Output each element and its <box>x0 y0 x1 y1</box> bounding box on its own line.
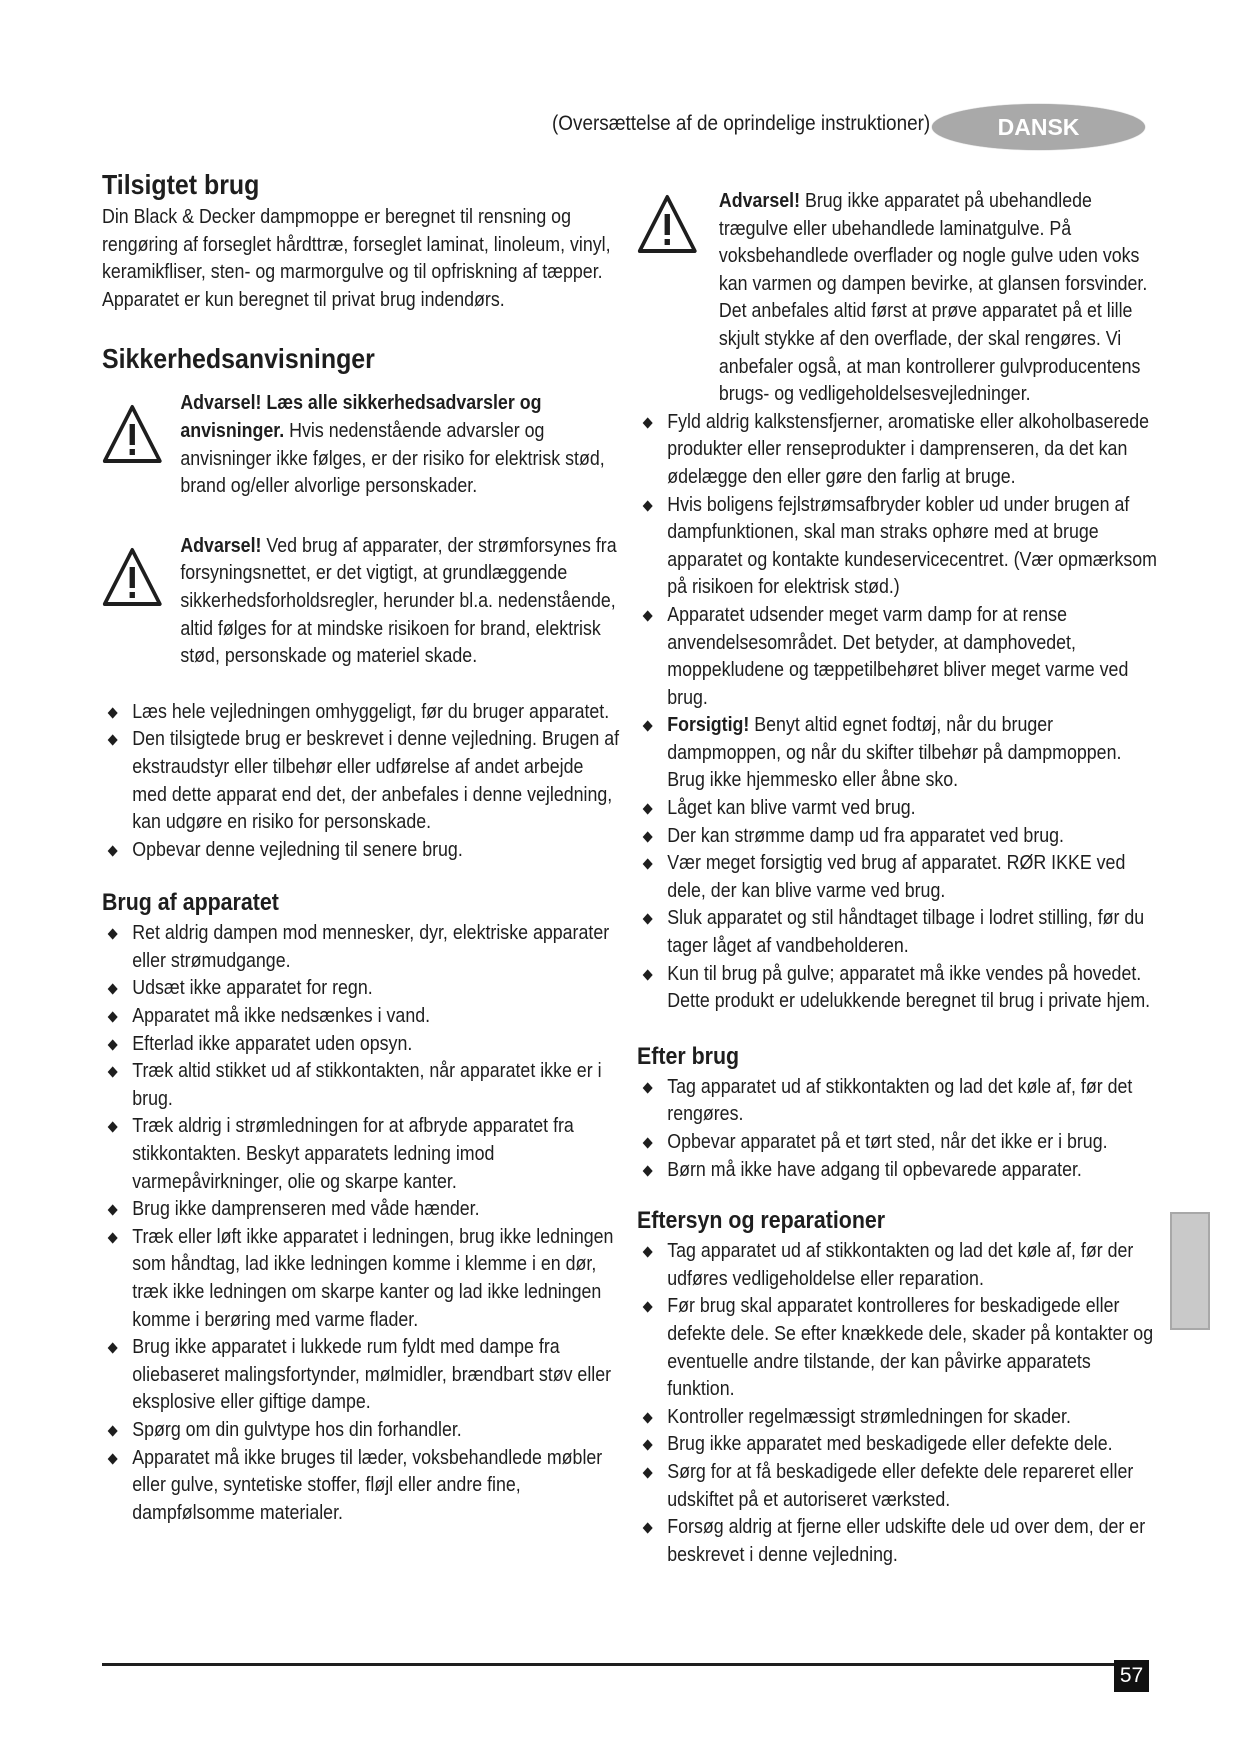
list-item: Opbevar denne vejledning til senere brug. <box>102 837 623 865</box>
warning-triangle-icon <box>102 404 163 464</box>
list-item: Hvis boligens fejlstrømsafbryder kobler ud under brugen af dampfunktionen, skal man straks ophøre med at bruge apparatet og kontakte kundeservicecentret. (Vær opmærksom på risikoen for elektrisk stød.) <box>637 492 1158 602</box>
list-item: Apparatet må ikke nedsænkes i vand. <box>102 1003 623 1031</box>
list-item: Opbevar apparatet på et tørt sted, når det ikke er i brug. <box>637 1129 1158 1157</box>
language-side-tab <box>1170 1212 1210 1330</box>
warning-2-body: Ved brug af apparater, der strømforsynes fra forsyningsnettet, er det vigtigt, at grundlæggende sikkerhedsforholdsregler, herunder bl.a. nedenstående, altid følges for at mindske risikoen for brand, elektrisk stød, personskade og materiel skade. <box>180 534 617 668</box>
list-item: Udsæt ikke apparatet for regn. <box>102 975 623 1003</box>
list-item: Fyld aldrig kalkstensfjerner, aromatiske eller alkoholbaserede produkter eller renseprodukter i damprenseren, da det kan ødelægge den eller gøre den farlig at bruge. <box>637 409 1158 492</box>
caution-bold: Forsigtig! <box>667 714 750 737</box>
list-item: Læs hele vejledningen omhyggeligt, før du bruger apparatet. <box>102 699 623 727</box>
list-item: Apparatet udsender meget varm damp for at rense anvendelsesområdet. Det betyder, at damphovedet, moppekludene og tæppetilbehøret bliver meget varme ved brug. <box>637 602 1158 712</box>
warning-3-bold: Advarsel! <box>718 190 801 212</box>
list-item: Sørg for at få beskadigede eller defekte dele repareret eller udskiftet på et autoriseret værksted. <box>637 1459 1158 1514</box>
warning-2-bold: Advarsel! <box>180 534 262 557</box>
list-item: Forsøg aldrig at fjerne eller udskifte dele ud over dem, der er beskrevet i denne vejledning. <box>637 1514 1158 1569</box>
list-item: Før brug skal apparatet kontrolleres for beskadigede eller defekte dele. Se efter knækkede dele, skader på kontakter og eventuelle andre tilstande, der kan påvirke apparatets funktion. <box>637 1293 1158 1403</box>
warning-1-body: Hvis nedenstående advarsler og anvisninger ikke følges, er der risiko for elektrisk stød, brand og/eller alvorlige personskader. <box>180 419 605 498</box>
list-item: Ret aldrig dampen mod mennesker, dyr, elektriske apparater eller strømudgange. <box>102 920 623 975</box>
list-item: Låget kan blive varmt ved brug. <box>637 795 1158 823</box>
warning-1-text <box>180 390 622 500</box>
list-item: Vær meget forsigtig ved brug af apparatet. RØR IKKE ved dele, der kan blive varme ved brug. <box>637 850 1158 905</box>
warning-block-1 <box>102 390 623 500</box>
list-item: Brug ikke apparatet med beskadigede eller defekte dele. <box>637 1431 1158 1459</box>
header-subtitle: (Oversættelse af de oprindelige instruktioner) <box>552 112 931 135</box>
right-column <box>637 188 1158 1569</box>
caution-item <box>637 712 1158 795</box>
language-badge: DANSK <box>932 104 1145 150</box>
warning-1-bold: Advarsel! Læs alle sikkerhedsadvarsler og anvisninger. <box>180 392 542 442</box>
list-item: Tag apparatet ud af stikkontakten og lad det køle af, før der udføres vedligeholdelse eller reparation. <box>637 1238 1158 1293</box>
list-item: Den tilsigtede brug er beskrevet i denne vejledning. Brugen af ekstraudstyr eller tilbehør eller udførelse af andet arbejde med dette apparat end det, der anbefales i denne vejledning, kan udgøre en risiko for personskade. <box>102 726 623 836</box>
warning-2-text <box>180 533 622 671</box>
footer-rule <box>102 1663 1125 1666</box>
intended-use-text: Din Black & Decker dampmoppe er beregnet til rensning og rengøring af forseglet hårdttræ, forseglet laminat, linoleum, vinyl, keramikfliser, sten- og marmorgulve og til opfriskning af tæpper. Apparatet er kun beregnet til privat brug indendørs. <box>102 206 611 311</box>
service-title: Eftersyn og reparationer <box>637 1207 886 1235</box>
list-item: Der kan strømme damp ud fra apparatet ved brug. <box>637 823 1158 851</box>
use-title: Brug af apparatet <box>102 889 279 917</box>
warning-block-2 <box>102 533 623 671</box>
right-list-a <box>637 409 1158 1016</box>
warning-3-text <box>719 188 1158 409</box>
warning-triangle-icon <box>637 194 698 254</box>
list-item: Apparatet må ikke bruges til læder, voksbehandlede møbler eller gulve, syntetiske stoffer, fløjl eller andre fine, dampfølsomme materialer. <box>102 1445 623 1528</box>
warning-3-body: Brug ikke apparatet på ubehandlede trægulve eller ubehandlede laminatgulve. På voksbehandlede overflader og nogle gulve uden voks kan varmen og dampen bevirke, at glansen forsvinder. Det anbefales altid først at prøve apparatet på et lille skjult stykke af den overflade, der skal rengøres. Vi anbefaler også, at man kontrollerer gulvproducentens brugs- og vedligeholdelsesvejledninger. <box>718 190 1148 406</box>
safety-list <box>102 699 623 865</box>
after-use-title: Efter brug <box>637 1042 740 1070</box>
list-item: Kontroller regelmæssigt strømledningen for skader. <box>637 1404 1158 1432</box>
warning-block-3 <box>637 188 1158 409</box>
warning-triangle-icon <box>102 547 163 607</box>
after-use-list <box>637 1074 1158 1184</box>
page-number: 57 <box>1114 1660 1149 1692</box>
list-item: Træk aldrig i strømledningen for at afbryde apparatet fra stikkontakten. Beskyt apparatets ledning imod varmepåvirkninger, olie og skarpe kanter. <box>102 1113 623 1196</box>
list-item: Kun til brug på gulve; apparatet må ikke vendes på hovedet. Dette produkt er udelukkende beregnet til brug i private hjem. <box>637 961 1158 1016</box>
list-item: Træk altid stikket ud af stikkontakten, når apparatet ikke er i brug. <box>102 1058 623 1113</box>
caution-body: Benyt altid egnet fodtøj, når du bruger dampmoppen, og når du skifter tilbehør på dampmoppen. Brug ikke hjemmesko eller åbne sko. <box>667 714 1122 792</box>
list-item: Tag apparatet ud af stikkontakten og lad det køle af, før det rengøres. <box>637 1074 1158 1129</box>
safety-title: Sikkerhedsanvisninger <box>102 343 375 375</box>
use-list <box>102 920 623 1527</box>
list-item: Træk eller løft ikke apparatet i ledningen, brug ikke ledningen som håndtag, lad ikke ledningen komme i klemme i en dør, træk ikke ledningen om skarpe kanter og lad ikke ledningen komme i berøring med varme flader. <box>102 1224 623 1334</box>
left-column <box>102 168 623 1527</box>
list-item: Brug ikke damprenseren med våde hænder. <box>102 1196 623 1224</box>
service-list <box>637 1238 1158 1569</box>
list-item: Sluk apparatet og stil håndtaget tilbage i lodret stilling, før du tager låget af vandbeholderen. <box>637 905 1158 960</box>
list-item: Spørg om din gulvtype hos din forhandler. <box>102 1417 623 1445</box>
list-item: Brug ikke apparatet i lukkede rum fyldt med dampe fra oliebaseret malingsfortynder, mølmidler, brændbart støv eller eksplosive eller giftige dampe. <box>102 1334 623 1417</box>
intended-use-title: Tilsigtet brug <box>102 169 260 200</box>
list-item: Børn må ikke have adgang til opbevarede apparater. <box>637 1157 1158 1185</box>
list-item: Efterlad ikke apparatet uden opsyn. <box>102 1031 623 1059</box>
